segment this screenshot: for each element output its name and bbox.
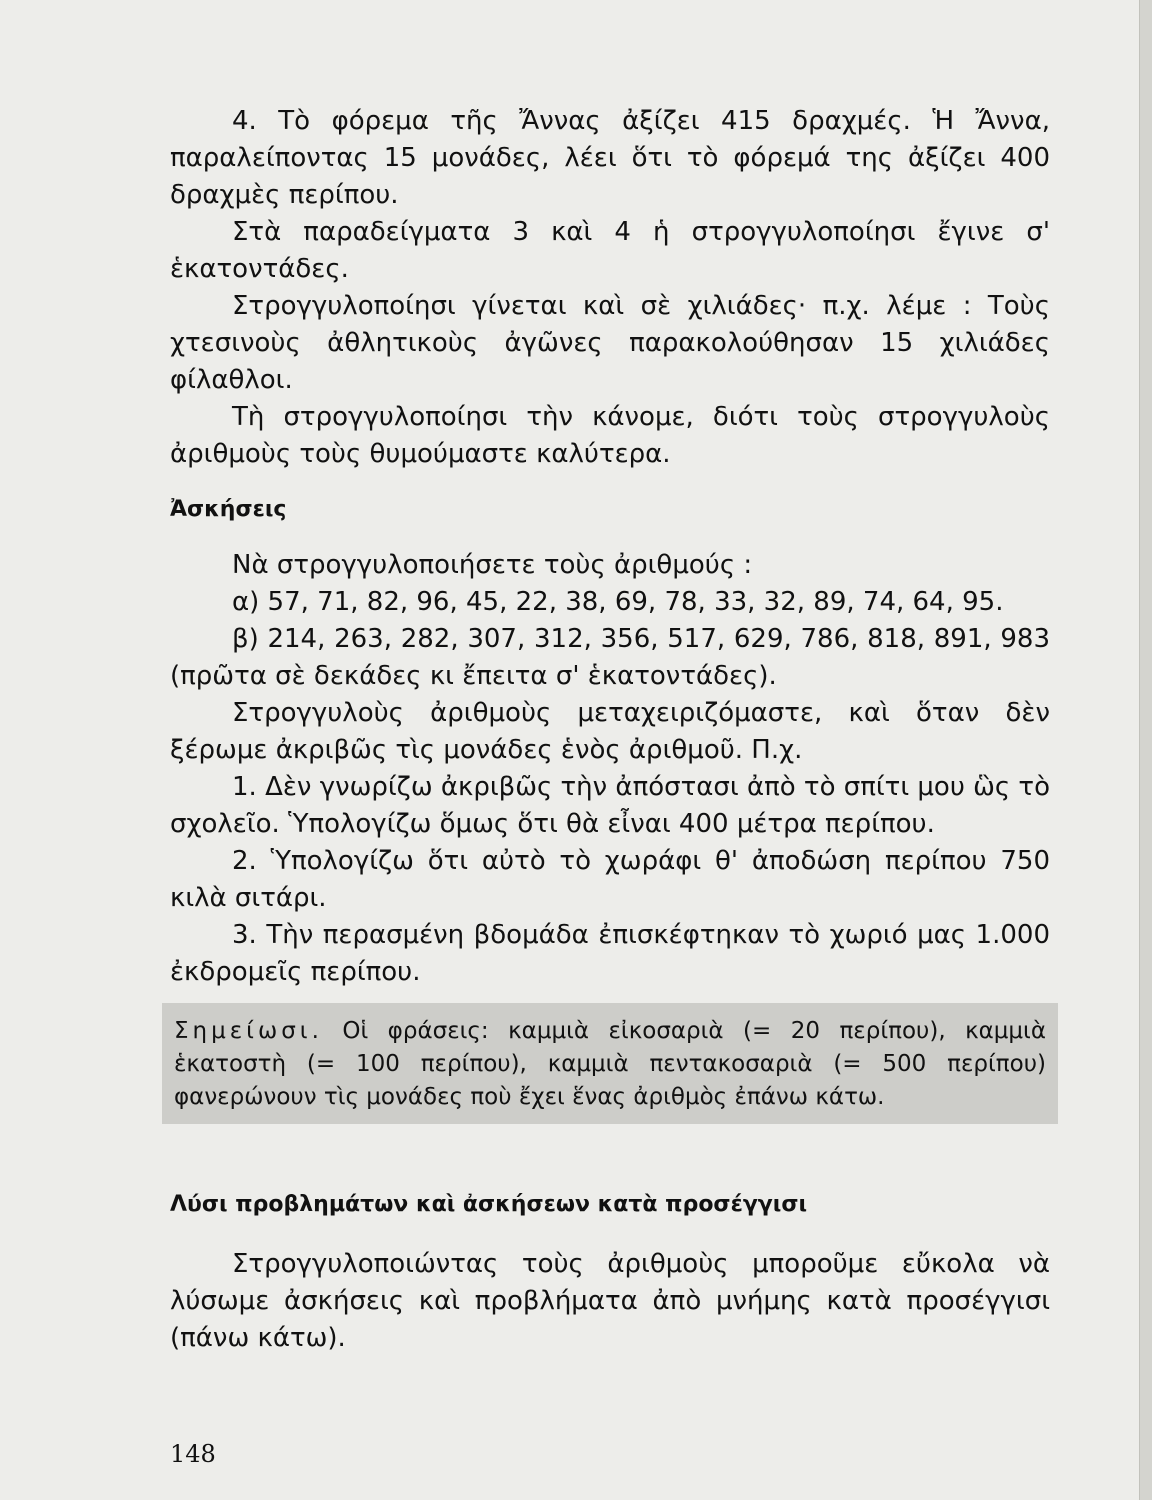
page-edge	[1139, 0, 1152, 1500]
example-3: 3. Τὴν περασμένη βδομάδα ἐπισκέφτηκαν τὸ χωριό μας 1.000 ἐκδρομεῖς περίπου.	[170, 920, 1050, 987]
note-label: Σημείωσι.	[174, 1018, 323, 1044]
paragraph-example-4: 4. Τὸ φόρεμα τῆς Ἄννας ἀξίζει 415 δραχμές. Ἡ Ἄννα, παραλείποντας 15 μονάδες, λέει ὅτι τὸ φόρεμά της ἀξίζει 400 δραχμὲς περίπου.	[170, 106, 1050, 210]
example-1: 1. Δὲν γνωρίζω ἀκριβῶς τὴν ἀπόστασι ἀπὸ τὸ σπίτι μου ὣς τὸ σχολεῖο. Ὑπολογίζω ὅμως ὅτι θὰ εἶναι 400 μέτρα περίπου.	[170, 772, 1050, 839]
exercises-heading: Ἀσκήσεις	[170, 497, 287, 522]
round-numbers-intro: Στρογγυλοὺς ἀριθμοὺς μεταχειριζόμαστε, καὶ ὅταν δὲν ξέρωμε ἀκριβῶς τὶς μονάδες ἑνὸς ἀριθμοῦ. Π.χ.	[170, 698, 1050, 765]
paragraph-rounding-thousands: Στρογγυλοποίησι γίνεται καὶ σὲ χιλιάδες· π.χ. λέμε : Τοὺς χτεσινοὺς ἀθλητικοὺς ἀγῶνες παρακολούθησαν 15 χιλιάδες φίλαθλοι.	[170, 291, 1050, 395]
page-content	[170, 103, 1050, 1357]
exercises-intro: Νὰ στρογγυλοποιήσετε τοὺς ἀριθμούς :	[232, 550, 753, 580]
page-number: 148	[170, 1440, 216, 1468]
note-text: Οἱ φράσεις: καμμιὰ εἰκοσαριὰ (= 20 περίπου), καμμιὰ ἑκατοστὴ (= 100 περίπου), καμμιὰ πεντακοσαριὰ (= 500 περίπου) φανερώνουν τὶς μονάδες ποὺ ἔχει ἕνας ἀριθμὸς ἐπάνω κάτω.	[174, 1018, 1046, 1110]
example-2: 2. Ὑπολογίζω ὅτι αὐτὸ τὸ χωράφι θ' ἀποδώση περίπου 750 κιλὰ σιτάρι.	[170, 846, 1050, 913]
paragraph-rounding-hundreds: Στὰ παραδείγματα 3 καὶ 4 ἡ στρογγυλοποίησι ἔγινε σ' ἑκατοντάδες.	[170, 217, 1050, 284]
section-paragraph: Στρογγυλοποιώντας τοὺς ἀριθμοὺς μποροῦμε εὔκολα νὰ λύσωμε ἀσκήσεις καὶ προβλήματα ἀπὸ μνήμης κατὰ προσέγγισι (πάνω κάτω).	[170, 1249, 1050, 1353]
exercise-item-b: β) 214, 263, 282, 307, 312, 356, 517, 629, 786, 818, 891, 983 (πρῶτα σὲ δεκάδες κι ἔπειτα σ' ἑκατοντάδες).	[170, 624, 1050, 691]
section-heading: Λύσι προβλημάτων καὶ ἀσκήσεων κατὰ προσέγγισι	[170, 1192, 808, 1217]
paragraph-rounding-reason: Τὴ στρογγυλοποίησι τὴν κάνομε, διότι τοὺς στρογγυλοὺς ἀριθμοὺς τοὺς θυμούμαστε καλύτερα.	[170, 402, 1050, 469]
exercise-item-a: α) 57, 71, 82, 96, 45, 22, 38, 69, 78, 33, 32, 89, 74, 64, 95.	[232, 587, 1004, 617]
note-box	[162, 1003, 1058, 1124]
